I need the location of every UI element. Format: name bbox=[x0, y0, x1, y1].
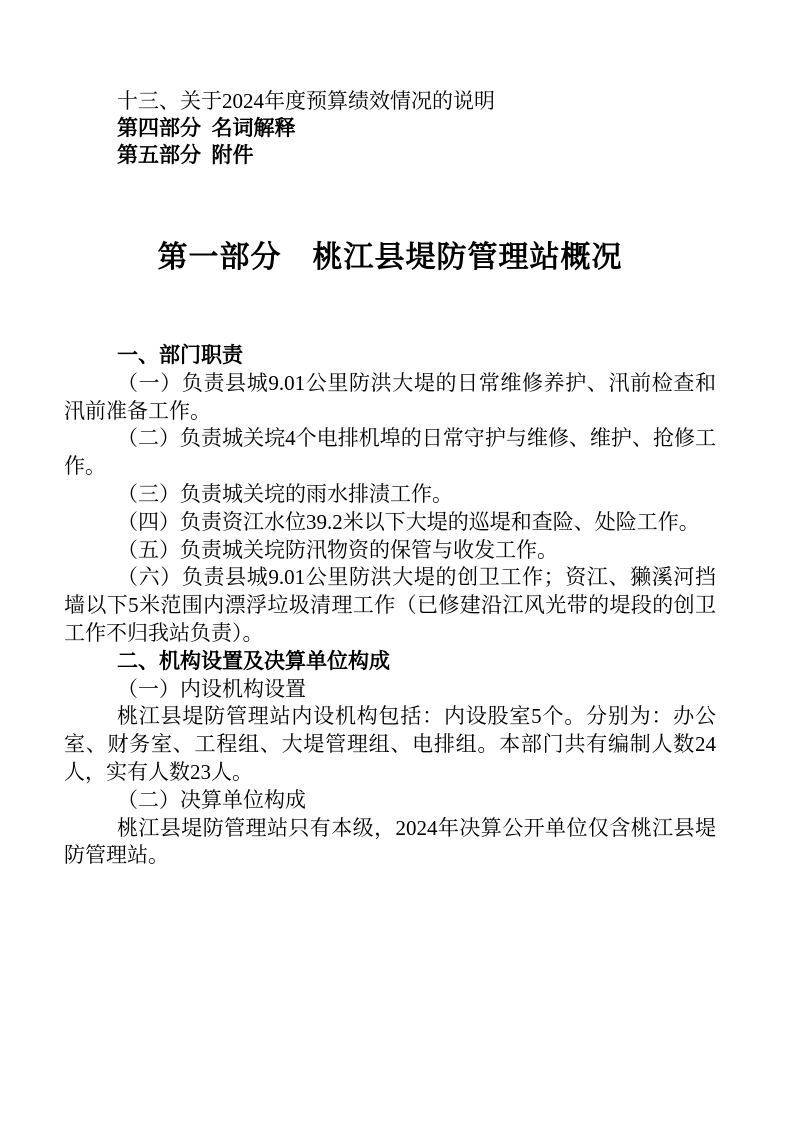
paragraph: （二）决算单位构成 bbox=[117, 787, 306, 812]
paragraph: （一）负责县城9.01公里防洪大堤的日常维修养护、汛前检查和汛前准备工作。 bbox=[64, 370, 716, 423]
toc-item-line: 十三、关于2024年度预算绩效情况的说明 bbox=[117, 89, 495, 113]
paragraph: （一）内设机构设置 bbox=[117, 676, 306, 701]
toc-part-line: 第四部分 名词解释 bbox=[117, 116, 296, 140]
toc-block bbox=[64, 88, 716, 169]
body-block bbox=[64, 342, 716, 870]
paragraph: （六）负责县城9.01公里防洪大堤的创卫工作；资江、獭溪河挡墙以下5米范围内漂浮垃圾清理工作（已修建沿江风光带的堤段的创卫工作不归我站负责）。 bbox=[64, 565, 716, 645]
paragraph: （二）负责城关垸4个电排机埠的日常守护与维修、维护、抢修工作。 bbox=[64, 426, 716, 479]
page-title: 第一部分 桃江县堤防管理站概况 bbox=[157, 241, 623, 274]
toc-part-line: 第五部分 附件 bbox=[117, 143, 254, 167]
paragraph: 桃江县堤防管理站内设机构包括：内设股室5个。分别为：办公室、财务室、工程组、大堤管理组、电排组。本部门共有编制人数24人，实有人数23人。 bbox=[64, 704, 716, 784]
paragraph: （四）负责资江水位39.2米以下大堤的巡堤和查险、处险工作。 bbox=[117, 509, 700, 534]
paragraph: 桃江县堤防管理站只有本级，2024年决算公开单位仅含桃江县堤防管理站。 bbox=[64, 815, 716, 868]
paragraph: （三）负责城关垸的雨水排渍工作。 bbox=[117, 481, 453, 506]
section-heading: 二、机构设置及决算单位构成 bbox=[117, 648, 390, 673]
section-heading: 一、部门职责 bbox=[117, 343, 243, 367]
paragraph: （五）负责城关垸防汛物资的保管与收发工作。 bbox=[117, 537, 558, 562]
